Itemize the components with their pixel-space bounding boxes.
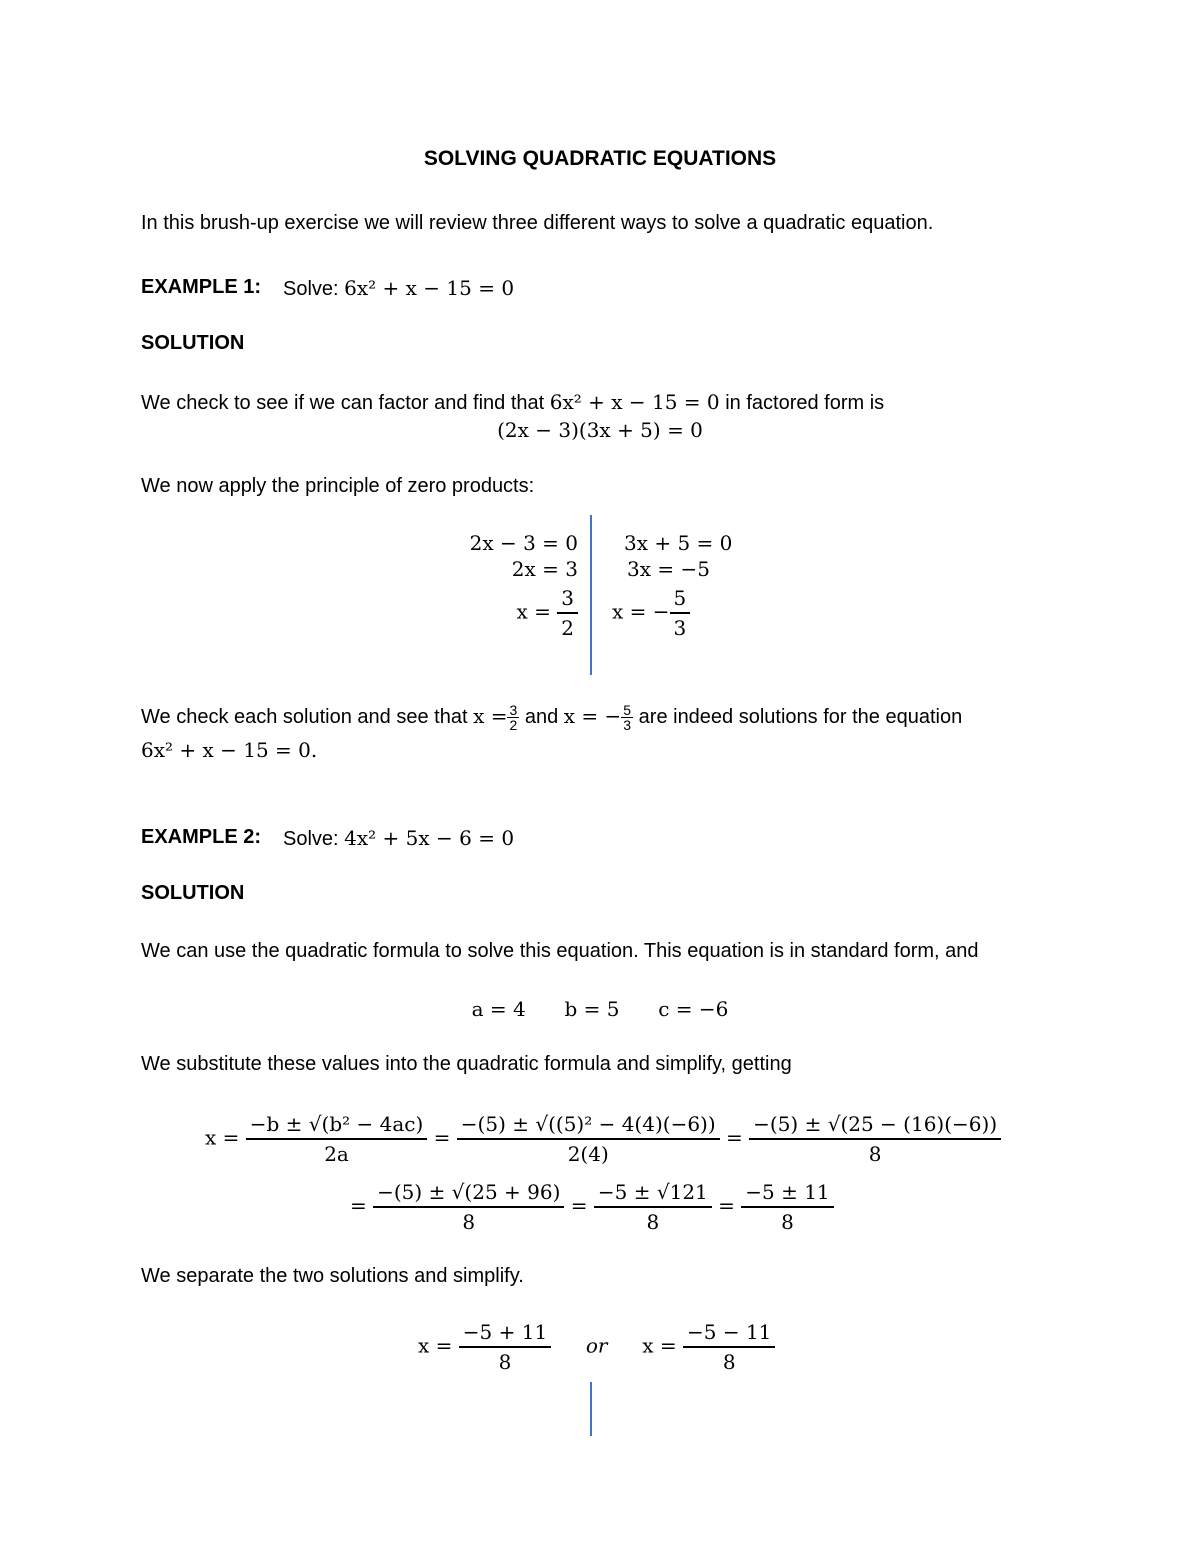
right-steps	[612, 530, 812, 582]
left-step-2: 2x = 3	[511, 557, 578, 581]
separated-solutions	[418, 1318, 818, 1376]
formula-fraction-2: $\frac{\text{−(5) ± √((5)² − 4(4)(−6))}}{2(4)}$	[457, 1110, 720, 1168]
left-step-3: x = $\frac{3}{2}$	[400, 584, 578, 642]
formula-fraction-4: $\frac{-(5) \pm √(25 + 96)}{8}$	[373, 1178, 564, 1236]
example1-label: EXAMPLE 1:	[141, 276, 262, 298]
zero-products-text: We now apply the principle of zero products:	[141, 475, 535, 497]
example2-solve-label: Solve:	[283, 828, 339, 850]
example1-solve-label: Solve:	[283, 278, 339, 300]
divider-line	[590, 515, 592, 675]
sep-fraction-2: $\frac{-5 - 11}{8}$	[683, 1318, 775, 1376]
example1-problem	[283, 275, 514, 301]
formula-fraction-1: $\frac{\text{−b ± √(b² − 4ac)}}{2a}$	[246, 1110, 428, 1168]
check-text-b: are indeed solutions for the equation	[638, 706, 963, 728]
example2-solution-heading: SOLUTION	[141, 882, 245, 904]
divider-line-2	[590, 1382, 592, 1436]
sep-or: or	[585, 1333, 608, 1358]
check-x2: x = −	[563, 704, 622, 728]
page-title: SOLVING QUADRATIC EQUATIONS	[423, 147, 777, 170]
example2-equation: 4x² + 5x − 6 = 0	[344, 826, 515, 850]
left-fraction: $\frac{3}{2}$	[557, 584, 578, 642]
check-x1: x =	[473, 704, 508, 728]
coef-b: b = 5	[564, 997, 620, 1021]
left-steps	[400, 530, 578, 582]
check-fraction-1: $\frac{3}{2}$	[509, 702, 518, 734]
example1-equation: 6x² + x − 15 = 0	[344, 276, 515, 300]
separate-text: We separate the two solutions and simplify.	[141, 1265, 524, 1287]
sep-x1: x =	[418, 1333, 453, 1358]
quadratic-formula-text: We can use the quadratic formula to solve this equation. This equation is in standard form, and	[141, 940, 979, 962]
check-and: and	[524, 706, 559, 728]
formula-fraction-5: $\frac{-5 \pm √121}{8}$	[594, 1178, 712, 1236]
check-equation: 6x² + x − 15 = 0.	[141, 738, 318, 762]
right-step-2: 3x = −5	[627, 557, 710, 581]
example1-solution-heading: SOLUTION	[141, 332, 245, 354]
formula-fraction-6: $\frac{-5 \pm 11}{8}$	[741, 1178, 833, 1236]
factor-text-b: in factored form is	[725, 392, 885, 414]
coefficients	[0, 996, 1200, 1022]
right-step-3: x = − $\frac{5}{3}$	[612, 584, 812, 642]
substitute-text: We substitute these values into the quadratic formula and simplify, getting	[141, 1053, 792, 1075]
right-step-1: 3x + 5 = 0	[624, 531, 733, 555]
check-text-a: We check each solution and see that	[141, 706, 468, 728]
sep-fraction-1: $\frac{-5 + 11}{8}$	[459, 1318, 551, 1376]
formula-fraction-3: $\frac{-(5) \pm √(25 - (16)(-6))}{8}$	[749, 1110, 1001, 1168]
example2-problem	[283, 825, 514, 851]
formula-lhs: x =	[205, 1125, 240, 1150]
example2-label: EXAMPLE 2:	[141, 826, 262, 848]
formula-line-2: = $\frac{-(5) \pm √(25 + 96)}{8}$ = $\frac{-5 \pm √121}{8}$ = $\frac{-5 \pm 11}{8}$	[350, 1178, 870, 1236]
factor-equation: 6x² + x − 15 = 0	[549, 390, 720, 414]
coef-c: c = −6	[658, 997, 729, 1021]
intro-paragraph: In this brush-up exercise we will review three different ways to solve a quadratic equation.	[141, 212, 934, 234]
check-sentence	[141, 702, 962, 732]
factored-form: (2x − 3)(3x + 5) = 0	[497, 418, 703, 442]
formula-line-1: x = $\frac{\text{−b ± √(b² − 4ac)}}{2a}$ = $\frac{\text{−(5) ± √((5)² − 4(4)(−6))}}{2(4)}$ = $\frac{-(5) \pm √(25 - (16)(-6))}{8}$	[205, 1110, 1005, 1168]
sep-x2: x =	[642, 1333, 677, 1358]
factor-text-a: We check to see if we can factor and find that	[141, 392, 545, 414]
example1-factor-sentence	[141, 389, 884, 415]
right-fraction: $\frac{5}{3}$	[670, 584, 691, 642]
coef-a: a = 4	[471, 997, 526, 1021]
left-step-1: 2x − 3 = 0	[469, 531, 578, 555]
check-fraction-2: $\frac{5}{3}$	[623, 702, 632, 734]
